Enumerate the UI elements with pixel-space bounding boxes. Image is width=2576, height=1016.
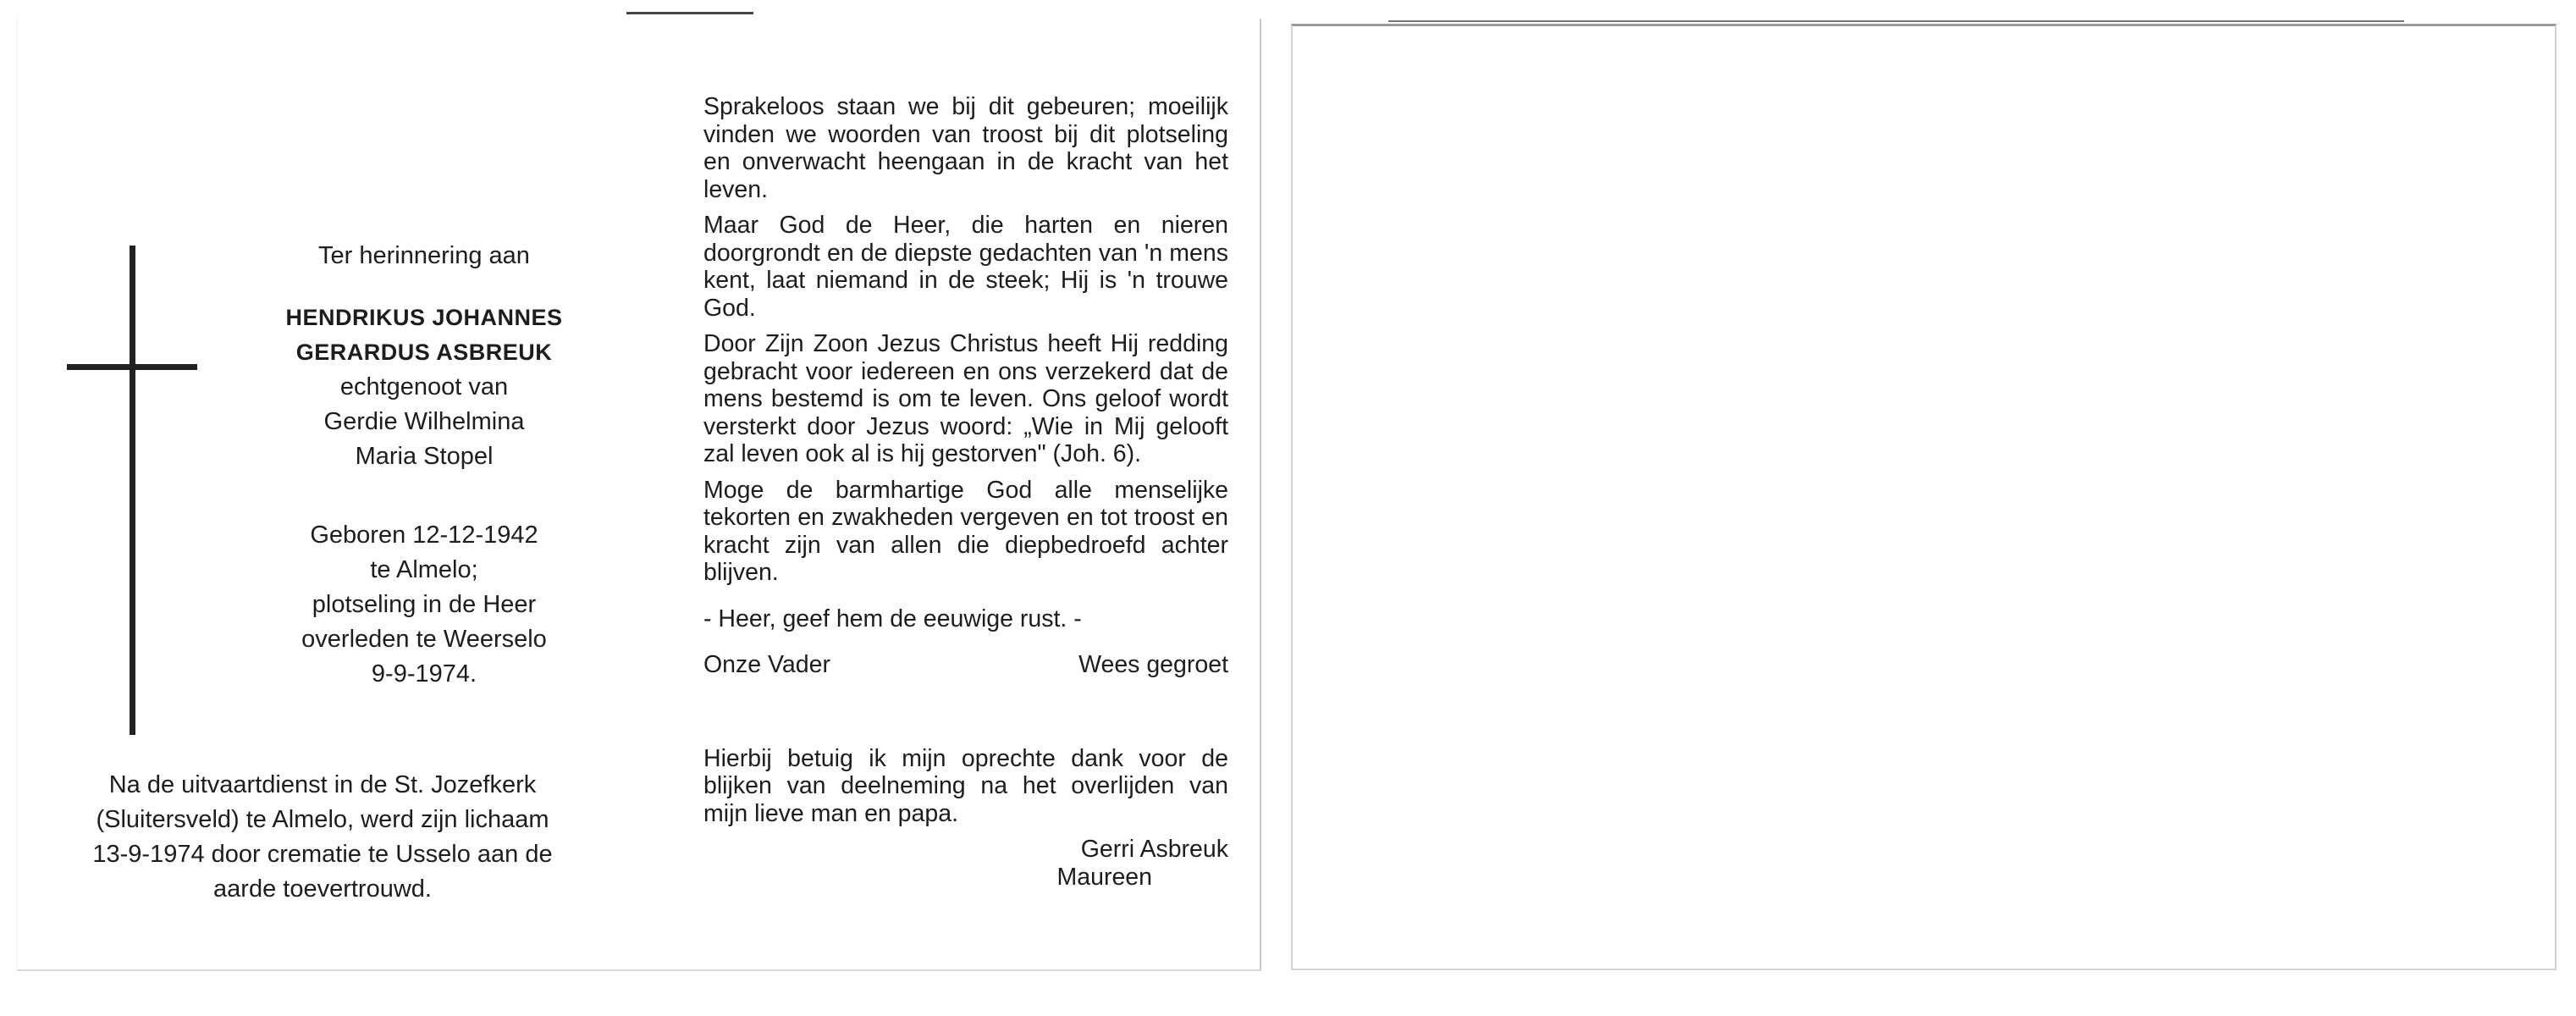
prayer-names xyxy=(703,651,1228,679)
thanks-paragraph: Hierbij betuig ik mijn oprechte dank voor de blijken van deelneming na het overlijden van mijn lieve man en papa. xyxy=(703,744,1228,827)
signatures xyxy=(703,836,1228,891)
scan-edge-top-right xyxy=(1388,20,2404,22)
prayer-line: - Heer, geef hem de eeuwige rust. - xyxy=(703,605,1082,632)
cross-icon-vertical xyxy=(130,246,135,735)
birth-line: Geboren 12-12-1942 xyxy=(310,522,538,549)
death-date: 9-9-1974. xyxy=(371,660,477,687)
spouse-line: echtgenoot van xyxy=(339,373,509,400)
cross-icon-horizontal xyxy=(67,364,197,370)
meditation-paragraph: Moge de barmhartige God alle menselijke tekorten en zwakheden vergeven en tot troost en kracht zijn van allen die diepbedroefd achter blijven. xyxy=(703,476,1228,586)
deceased-name-line-1: HENDRIKUS JOHANNES xyxy=(285,305,563,330)
funeral-line: aarde toevertrouwd. xyxy=(213,875,432,903)
funeral-line: Na de uitvaartdienst in de St. Jozefkerk xyxy=(108,771,537,798)
birth-line: te Almelo; xyxy=(370,556,478,583)
memorial-card-back xyxy=(1291,24,2557,970)
spouse-line: Maria Stopel xyxy=(355,443,494,470)
memorial-card-inner xyxy=(17,19,1261,971)
meditation-paragraph: Door Zijn Zoon Jezus Christus heeft Hij redding gebracht voor iedereen en ons verzekerd dat de mens bestemd is om te leven. Ons geloof wordt versterkt door Jezus woord: „Wie in Mij gelooft zal leven ook al is hij gestorven" (Joh. 6). xyxy=(703,330,1228,467)
spouse-line: Gerdie Wilhelmina xyxy=(323,408,525,435)
funeral-line: 13-9-1974 door crematie te Usselo aan de xyxy=(92,841,553,868)
death-line: overleden te Weerselo xyxy=(301,626,547,653)
memorial-details xyxy=(229,239,619,692)
scan-edge-top-left xyxy=(626,12,753,14)
deceased-name-line-2: GERARDUS ASBREUK xyxy=(295,340,553,365)
signature-name: Maureen xyxy=(1056,863,1152,891)
death-line: plotseling in de Heer xyxy=(312,591,537,618)
signature-name: Gerri Asbreuk xyxy=(1080,836,1228,863)
meditation-paragraph: Sprakeloos staan we bij dit gebeuren; moeilijk vinden we woorden van troost bij dit plotseling en onverwacht heengaan in de kracht van het leven. xyxy=(703,93,1228,203)
funeral-line: (Sluitersveld) te Almelo, werd zijn lichaam xyxy=(96,806,549,833)
meditation-paragraph: Maar God de Heer, die harten en nieren doorgrondt en de diepste gedachten van 'n mens kent, laat niemand in de steek; Hij is 'n trouwe God. xyxy=(703,212,1228,322)
prayer-left: Onze Vader xyxy=(703,651,830,678)
intro-text: Ter herinnering aan xyxy=(318,242,530,269)
prayer-right: Wees gegroet xyxy=(1078,651,1228,678)
meditation-text xyxy=(703,93,1228,891)
funeral-notice xyxy=(18,768,627,907)
